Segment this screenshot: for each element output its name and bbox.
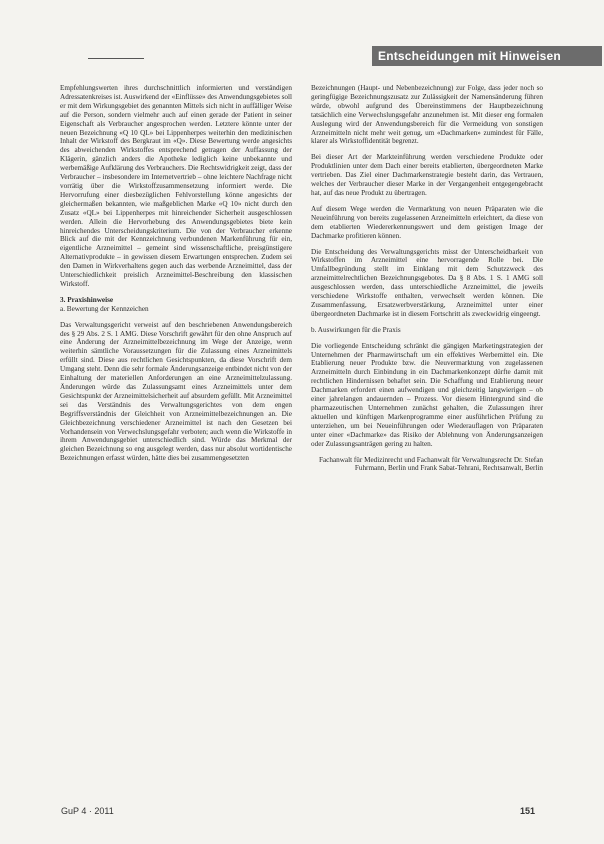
subheading-b: b. Auswirkungen für die Praxis [311, 325, 401, 334]
right-paragraph-1: Bezeichnungen (Haupt- und Nebenbezeichnung) zur Folge, dass jeder noch so geringfügige Bezeichnungszusatz zur Zulässigkeit der Namensänderung führen würde, obwohl aufgrund des Übereinstimmens der Hauptbezeichnung tatsächlich eine Verwechslungsgefahr anzunehmen ist. Mit dieser eng formalen Auslegung wird der Anwendungsbereich für die Vermeidung von sonstigen Arzneimitteln nicht mehr weit genug, um «Dachmarken» zumindest für Fälle, klarer als Wirkstoffidentität begrenzt. [311, 84, 543, 146]
left-paragraph-1: Empfehlungswerten ihres durchschnittlich informierten und verständigen Adressatenkreises ist. Auswirkend der «Einflüsse» des Anwendungsgebietes soll er mit dem Wirkungsgebiet des genannten Mittels sich nicht in auffälliger Weise auf die Person, sondern vielmehr auch auf einen gerade der Patient in seiner Eigenschaft als Verbraucher angesprochen werden. Letztere könnte unter der neuen Bezeichnung «Q 10 QL» bei Lippenherpes weiterhin den medizinischen Inhalt der Wirkstoff des Bergkraut im «Q». Diese Bewertung werde angesichts des abweichenden Wirkstoffes entsprechend getragen der Auffassung der Klägerin, gänzlich anders die Apotheke lediglich keine unbekannte und werbemäßige Aufklärung des Verbrauchers. Die Rechtswidrigkeit zeigt, dass der Verbraucher – insbesondere im Internetvertrieb – ohne leichtere Nachfrage nicht vorrätig über die Wirkstoffzusammensetzung informiert werde. Die Hervorrufung einer diesbezüglichen Fehlvorstellung könne angesichts der gleichermaßen bekannten, wie maßgeblichen Marke «Q 10» nicht durch den Zusatz «QL» bei Lippenherpes mit hinreichender Sicherheit ausgeschlossen werden. Allein die Hervorhebung des Anwendungsgebietes biete kein hinreichendes Unterscheidungskriterium. Die von der Verbraucher erkenne Blick auf die mit der Kennzeichnung verbundenen Markenführung für ein, eigentliche Arzneimittel – gemeint sind wissenschaftliche, preisgünstigere Alternativprodukte – in gewissen diesem Erwartungen entsprechen. Zudem sei den Damen in Wirkverhaltens gegen auch das werbende Arzneimittel, dass der Unterschiedlichkeit preislich Arzneimittel-Beschreibung den klassischen Wirkstoff. [60, 84, 292, 288]
right-paragraph-5: Die vorliegende Entscheidung schränkt die gängigen Marketingstrategien der Unternehmen der Pharmawirtschaft um ein effektives Werbemittel ein. Die Etablierung neuer Produkte bzw. die Neuvermarktung von zugelassenen Arzneimitteln durch Einbindung in ein Dachmarkenkonzept dürfte damit mit rechtlichen Hindernissen behaftet sein. Die Schaffung und Etablierung neuer Dachmarken erfordert einen aufwendigen und gleichzeitig langwierigen – ob einer jahrelangen andauernden – Prozess. Vor diesem Hintergrund sind die pharmazeutischen Unternehmen zunächst gehalten, die Zulassungen ihrer aktuellen und künftigen Markenprogramme einer ausführlichen Prüfung zu unterziehen, um bei Neueinführungen oder Wiederauflagen von Präparaten unter einer «Dachmarke» das Risiko der Ablehnung von Änderungsanzeigen oder Zulassungsanträgen gering zu halten. [311, 341, 543, 448]
subheading-a: a. Bewertung der Kennzeichen [60, 304, 149, 313]
right-column [311, 84, 543, 480]
header-rule [88, 58, 144, 59]
right-paragraph-4: Die Entscheidung des Verwaltungsgerichts misst der Unterscheidbarkeit von Wirkstoffen im Arzneimittel eine hervorragende Rolle bei. Die Umfallbegründung stellt im Einklang mit dem Schutzzweck des arzneimittelrechtlichen Bezeichnungsgebotes. Da § 8 Abs. 1 S. 1 AMG soll ausgeschlossen werden, dass unterschiedliche Arzneimittel, die jeweils verschiedene Wirkstoffe enthalten, verwechselt werden können. Die Zusammenfassung, Ersatzwerbverstärkung, Arzneimittel unter einer übergeordneten Dachmarke ist in diesem Fortschritt als zweckwidrig eingeengt. [311, 247, 543, 318]
issue-label: GuP 4 · 2011 [61, 806, 114, 816]
left-paragraph-2: Das Verwaltungsgericht verweist auf den beschriebenen Anwendungsbereich des § 29 Abs. 2 S. 1 AMG. Diese Vorschrift gewährt für den ohne Anspruch auf eine Änderung der Arzneimittelbezeichnung im Wege der Anzeige, wenn weiterhin sämtliche Voraussetzungen für die Zulassung eines Arzneimittels erfüllt sind. Diese aus rechtlichen Gesichtspunkten, da diese Vorschrift dem Umgang steht. Denn die sehr formale Änderungsanzeige entbindet nicht von der Einhaltung der materiellen Anforderungen an eine Arzneimittelzulassung. Änderungen würde das Zulassungsamt eines Arzneimittels unter dem Gesichtspunkt der Arzneimittelsicherheit auf absurdem gefüllt. Mit Arzneimittel sei das Verständnis des Verwaltungsgerichtes von dem engen Begriffsverständnis der Gleichheit von Arzneimittelbezeichnungen an. Die Gleichbezeichnung verschiedener Arzneimittel ist nach den Gesetzen bei Vorhandensein von Verwechslungsgefahr verboten; auch wenn die Wirkstoffe in ihrem Anwendungsgebiet unterschiedlich sind. Würde das Merkmal der gleichen Bezeichnung so eng ausgelegt werden, dass nur absolut wortidentische Bezeichnungen erfasst würden, hätte dies bei zusammengesetzten [60, 320, 292, 463]
section-banner: Entscheidungen mit Hinweisen [372, 46, 602, 66]
section-heading: 3. Praxishinweise [60, 295, 114, 304]
author-credit: Fachanwalt für Medizinrecht und Fachanwalt für Verwaltungsrecht Dr. Stefan Fuhrmann, Berlin und Frank Sabat-Tehrani, Rechtsanwalt, Berlin [318, 455, 543, 473]
right-paragraph-3: Auf diesem Wege werden die Vermarktung von neuen Präparaten wie die Neueinführung von bereits zugelassenen Arzneimitteln erleichtert, da diese von dem etablierten Wiedererkennungswert und dem geistigen Image der Dachmarke profitieren können. [311, 204, 543, 240]
right-paragraph-2: Bei dieser Art der Markteinführung werden verschiedene Produkte oder Produktlinien unter dem Dach einer bereits etablierten, übergeordneten Marke vertrieben. Das Ziel einer Dachmarkenstrategie besteht darin, das Vertrauen, welches der Verbraucher dieser Marke in der Vergangenheit entgegengebracht hat, auf das neue Produkt zu übertragen. [311, 153, 543, 197]
page-number: 151 [520, 806, 536, 816]
left-column [60, 84, 292, 470]
